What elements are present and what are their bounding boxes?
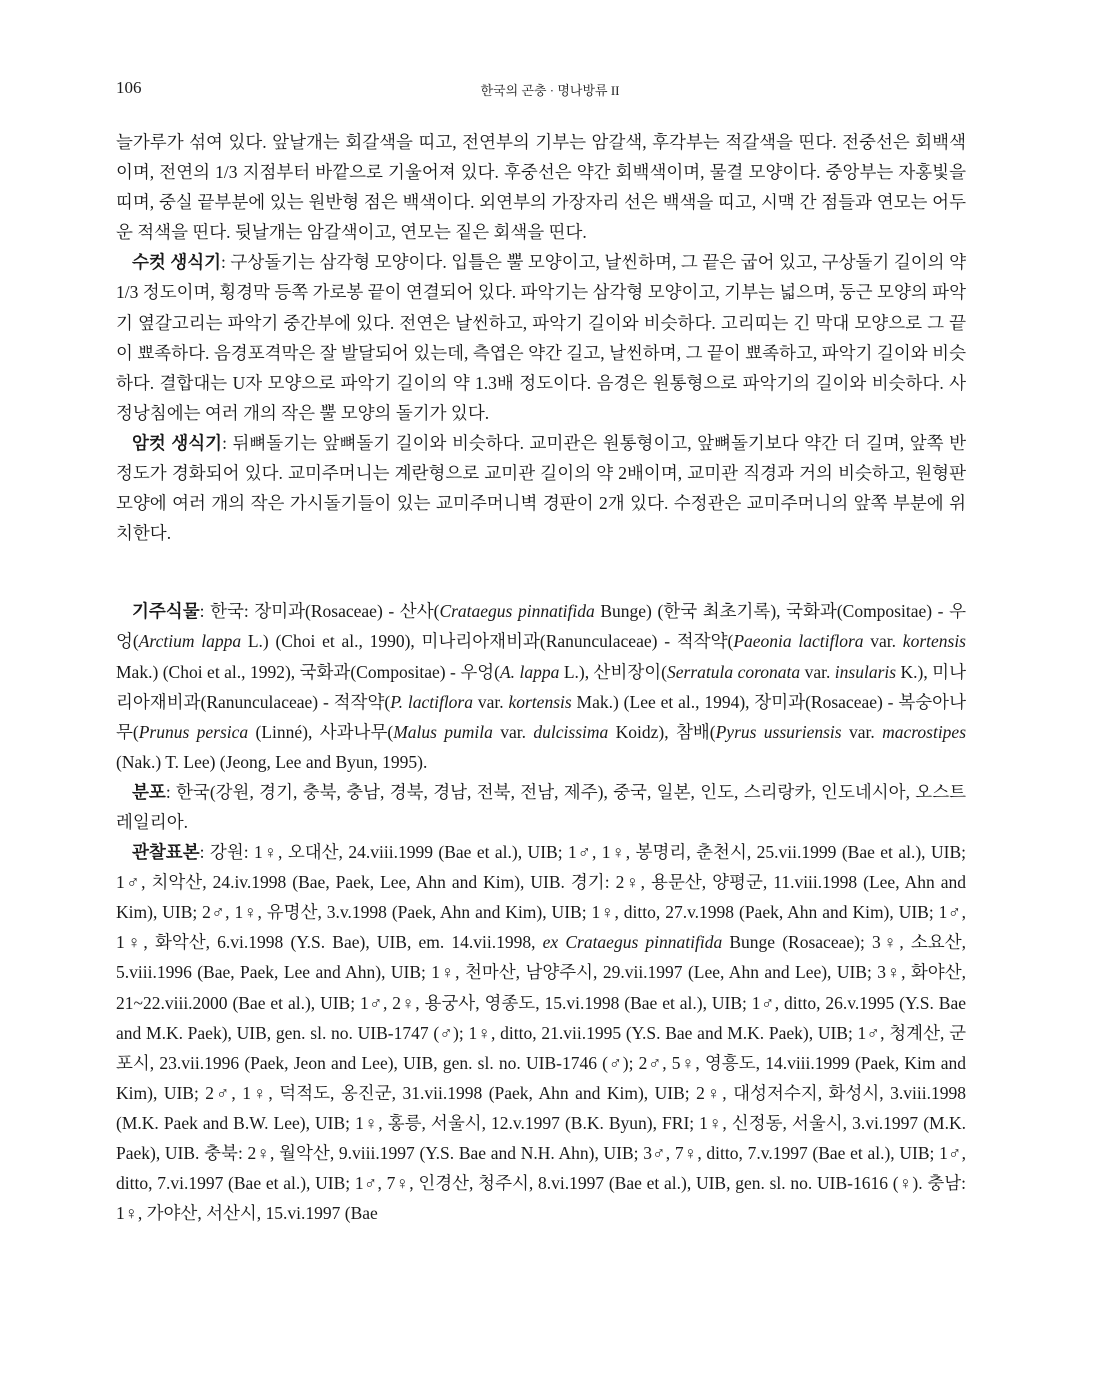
- host-species: kortensis: [902, 631, 966, 652]
- specimens-label: 관찰표본: [132, 842, 200, 863]
- host-text: var.: [473, 691, 509, 712]
- host-text: Koidz), 참배(: [608, 721, 716, 742]
- host-species: Prunus persica: [138, 721, 249, 742]
- host-text: Mak.) (Lee et al., 1994), 장미과(Rosaceae) - 복숭아나무(: [116, 691, 966, 742]
- male-genitalia-paragraph: [116, 247, 966, 428]
- host-species: Crataegus pinnatifida: [439, 601, 595, 622]
- host-text: Bunge) (한국 최초기록), 국화과(Compositae) - 우엉(: [116, 601, 966, 652]
- host-text: (Nak.) T. Lee) (Jeong, Lee and Byun, 1995).: [116, 751, 428, 772]
- host-species: Pyrus ussuriensis: [715, 721, 842, 742]
- host-plants-label: 기주식물: [132, 601, 200, 622]
- specimens-text: Bunge (Rosaceae); 3♀, 소요산, 5.viii.1996 (Bae, Paek, Lee and Ahn), UIB; 1♀, 천마산, 남양주시, 29.vii.1997 (Lee, Ahn and Lee), UIB; 3♀, 화야산, 21~22.viii.2000 (Bae et al.), UIB; 1♂, 2♀, 용궁사, 영종도, 15.vi.1998 (Bae et al.), UIB; 1♂, ditto, 26.v.1995 (Y.S. Bae and M.K. Paek), UIB, gen. sl. no. UIB-1747 (♂); 1♀, ditto, 21.vii.1995 (Y.S. Bae and M.K. Paek), UIB; 1♂, 청계산, 군포시, 23.vii.1996 (Paek, Jeon and Lee), UIB, gen. sl. no. UIB-1746 (♂); 2♂, 5♀, 영흥도, 14.viii.1999 (Paek, Kim and Kim), UIB; 2♂, 1♀, 덕적도, 옹진군, 31.vii.1998 (Paek, Ahn and Kim), UIB; 2♀, 대성저수지, 화성시, 3.viii.1998 (M.K. Paek and B.W. Lee), UIB; 1♀, 홍릉, 서울시, 12.v.1997 (B.K. Byun), FRI; 1♀, 신정동, 서울시, 3.vi.1997 (M.K. Paek), UIB. 충북: 2♀, 월악산, 9.viii.1997 (Y.S. Bae and N.H. Ahn), UIB; 3♂, 7♀, ditto, 7.v.1997 (Bae et al.), UIB; 1♂, ditto, 7.vi.1997 (Bae et al.), UIB; 1♂, 7♀, 인경산, 청주시, 8.vi.1997 (Bae et al.), UIB, gen. sl. no. UIB-1616 (♀). 충남: 1♀, 가야산, 서산시, 15.vi.1997 (Bae: [116, 932, 966, 1224]
- host-text: var.: [863, 631, 903, 652]
- host-text: : 한국: 장미과(Rosaceae) - 산사(: [199, 601, 440, 622]
- specimens-text: : 강원: 1♀, 오대산, 24.viii.1999 (Bae et al.), UIB; 1♂, 1♀, 봉명리, 춘천시, 25.vii.1999 (Bae et al.), UIB; 1♂, 치악산, 24.iv.1998 (Bae, Paek, Lee, Ahn and Kim), UIB. 경기: 2♀, 용문산, 양평군, 11.viii.1998 (Lee, Ahn and Kim), UIB; 2♂, 1♀, 유명산, 3.v.1998 (Paek, Ahn and Kim), UIB; 1♀, ditto, 27.v.1998 (Paek, Ahn and Kim), UIB; 1♂, 1♀, 화악산, 6.vi.1998 (Y.S. Bae), UIB, em. 14.vii.1998,: [116, 842, 966, 953]
- distribution-text: : 한국(강원, 경기, 충북, 충남, 경북, 경남, 전북, 전남, 제주), 중국, 일본, 인도, 스리랑카, 인도네시아, 오스트레일리아.: [116, 781, 966, 832]
- female-genitalia-text: : 뒤뼈돌기는 앞뼈돌기 길이와 비슷하다. 교미관은 원통형이고, 앞뼈돌기보다 약간 더 길며, 앞쪽 반 정도가 경화되어 있다. 교미주머니는 계란형으로 교미관 길이의 약 2배이며, 교미관 직경과 거의 비슷하고, 원형판 모양에 여러 개의 작은 가시돌기들이 있는 교미주머니벽 경판이 2개 있다. 수정관은 교미주머니의 앞쪽 부분에 위치한다.: [116, 432, 966, 544]
- specimens-paragraph: [116, 837, 966, 1228]
- distribution-label: 분포: [132, 781, 166, 802]
- host-text: var.: [492, 721, 534, 742]
- host-species: kortensis: [508, 691, 572, 712]
- host-text: L.), 산비장이(: [559, 661, 667, 682]
- host-species: insularis: [834, 661, 897, 682]
- host-text: K.), 미나리아재비과(Ranunculaceae) - 적작약(: [116, 661, 966, 712]
- female-genitalia-label: 암컷 생식기: [132, 432, 223, 453]
- male-genitalia-text: : 구상돌기는 삼각형 모양이다. 입틀은 뿔 모양이고, 날씬하며, 그 끝은 굽어 있고, 구상돌기 길이의 약 1/3 정도이며, 횡경막 등쪽 가로봉 끝이 연결되어 있다. 파악기는 삼각형 모양이고, 기부는 넓으며, 둥근 모양의 파악기 옆갈고리는 파악기 중간부에 있다. 전연은 날씬하고, 파악기 길이와 비슷하다. 고리띠는 긴 막대 모양으로 그 끝이 뾰족하다. 음경포격막은 잘 발달되어 있는데, 측엽은 약간 길고, 날씬하며, 그 끝이 뾰족하고, 파악기 길이와 비슷하다. 결합대는 U자 모양으로 파악기 길이의 약 1.3배 정도이다. 음경은 원통형으로 파악기의 길이와 비슷하다. 사정낭침에는 여러 개의 작은 뿔 모양의 돌기가 있다.: [116, 252, 966, 423]
- host-species: Serratula coronata: [667, 661, 801, 682]
- section-gap: [116, 548, 966, 596]
- host-species: P. lactiflora: [390, 691, 473, 712]
- running-title: 한국의 곤충 · 명나방류 II: [480, 83, 620, 98]
- description-paragraph: 늘가루가 섞여 있다. 앞날개는 회갈색을 띠고, 전연부의 기부는 암갈색, 후각부는 적갈색을 띤다. 전중선은 회백색이며, 전연의 1/3 지점부터 바깥으로 기울어져 있다. 후중선은 약간 회백색이며, 물결 모양이다. 중앙부는 자홍빛을 띠며, 중실 끝부분에 있는 원반형 점은 백색이다. 외연부의 가장자리 선은 백색을 띠고, 시맥 간 점들과 연모는 어두운 적색을 띤다. 뒷날개는 암갈색이고, 연모는 짙은 회색을 띤다.: [116, 132, 966, 243]
- host-species: Malus pumila: [393, 721, 493, 742]
- host-text: (Linné), 사과나무(: [248, 721, 394, 742]
- page-body: [116, 127, 966, 1228]
- host-plants-paragraph: [116, 596, 966, 777]
- host-text: Mak.) (Choi et al., 1992), 국화과(Compositae) - 우엉(: [116, 661, 500, 682]
- distribution-paragraph: [116, 777, 966, 837]
- host-text: var.: [841, 721, 883, 742]
- host-species: Arctium lappa: [138, 631, 242, 652]
- host-species: macrostipes: [882, 721, 967, 742]
- male-genitalia-label: 수컷 생식기: [132, 252, 222, 273]
- page-number: 106: [116, 78, 142, 97]
- host-text: L.) (Choi et al., 1990), 미나리아재비과(Ranunculaceae) - 적작약(: [241, 631, 734, 652]
- host-text: var.: [800, 661, 835, 682]
- host-species: dulcissima: [533, 721, 609, 742]
- host-species: A. lappa: [499, 661, 560, 682]
- specimens-species: ex Crataegus pinnatifida: [542, 932, 723, 953]
- host-species: Paeonia lactiflora: [733, 631, 864, 652]
- female-genitalia-paragraph: [116, 428, 966, 548]
